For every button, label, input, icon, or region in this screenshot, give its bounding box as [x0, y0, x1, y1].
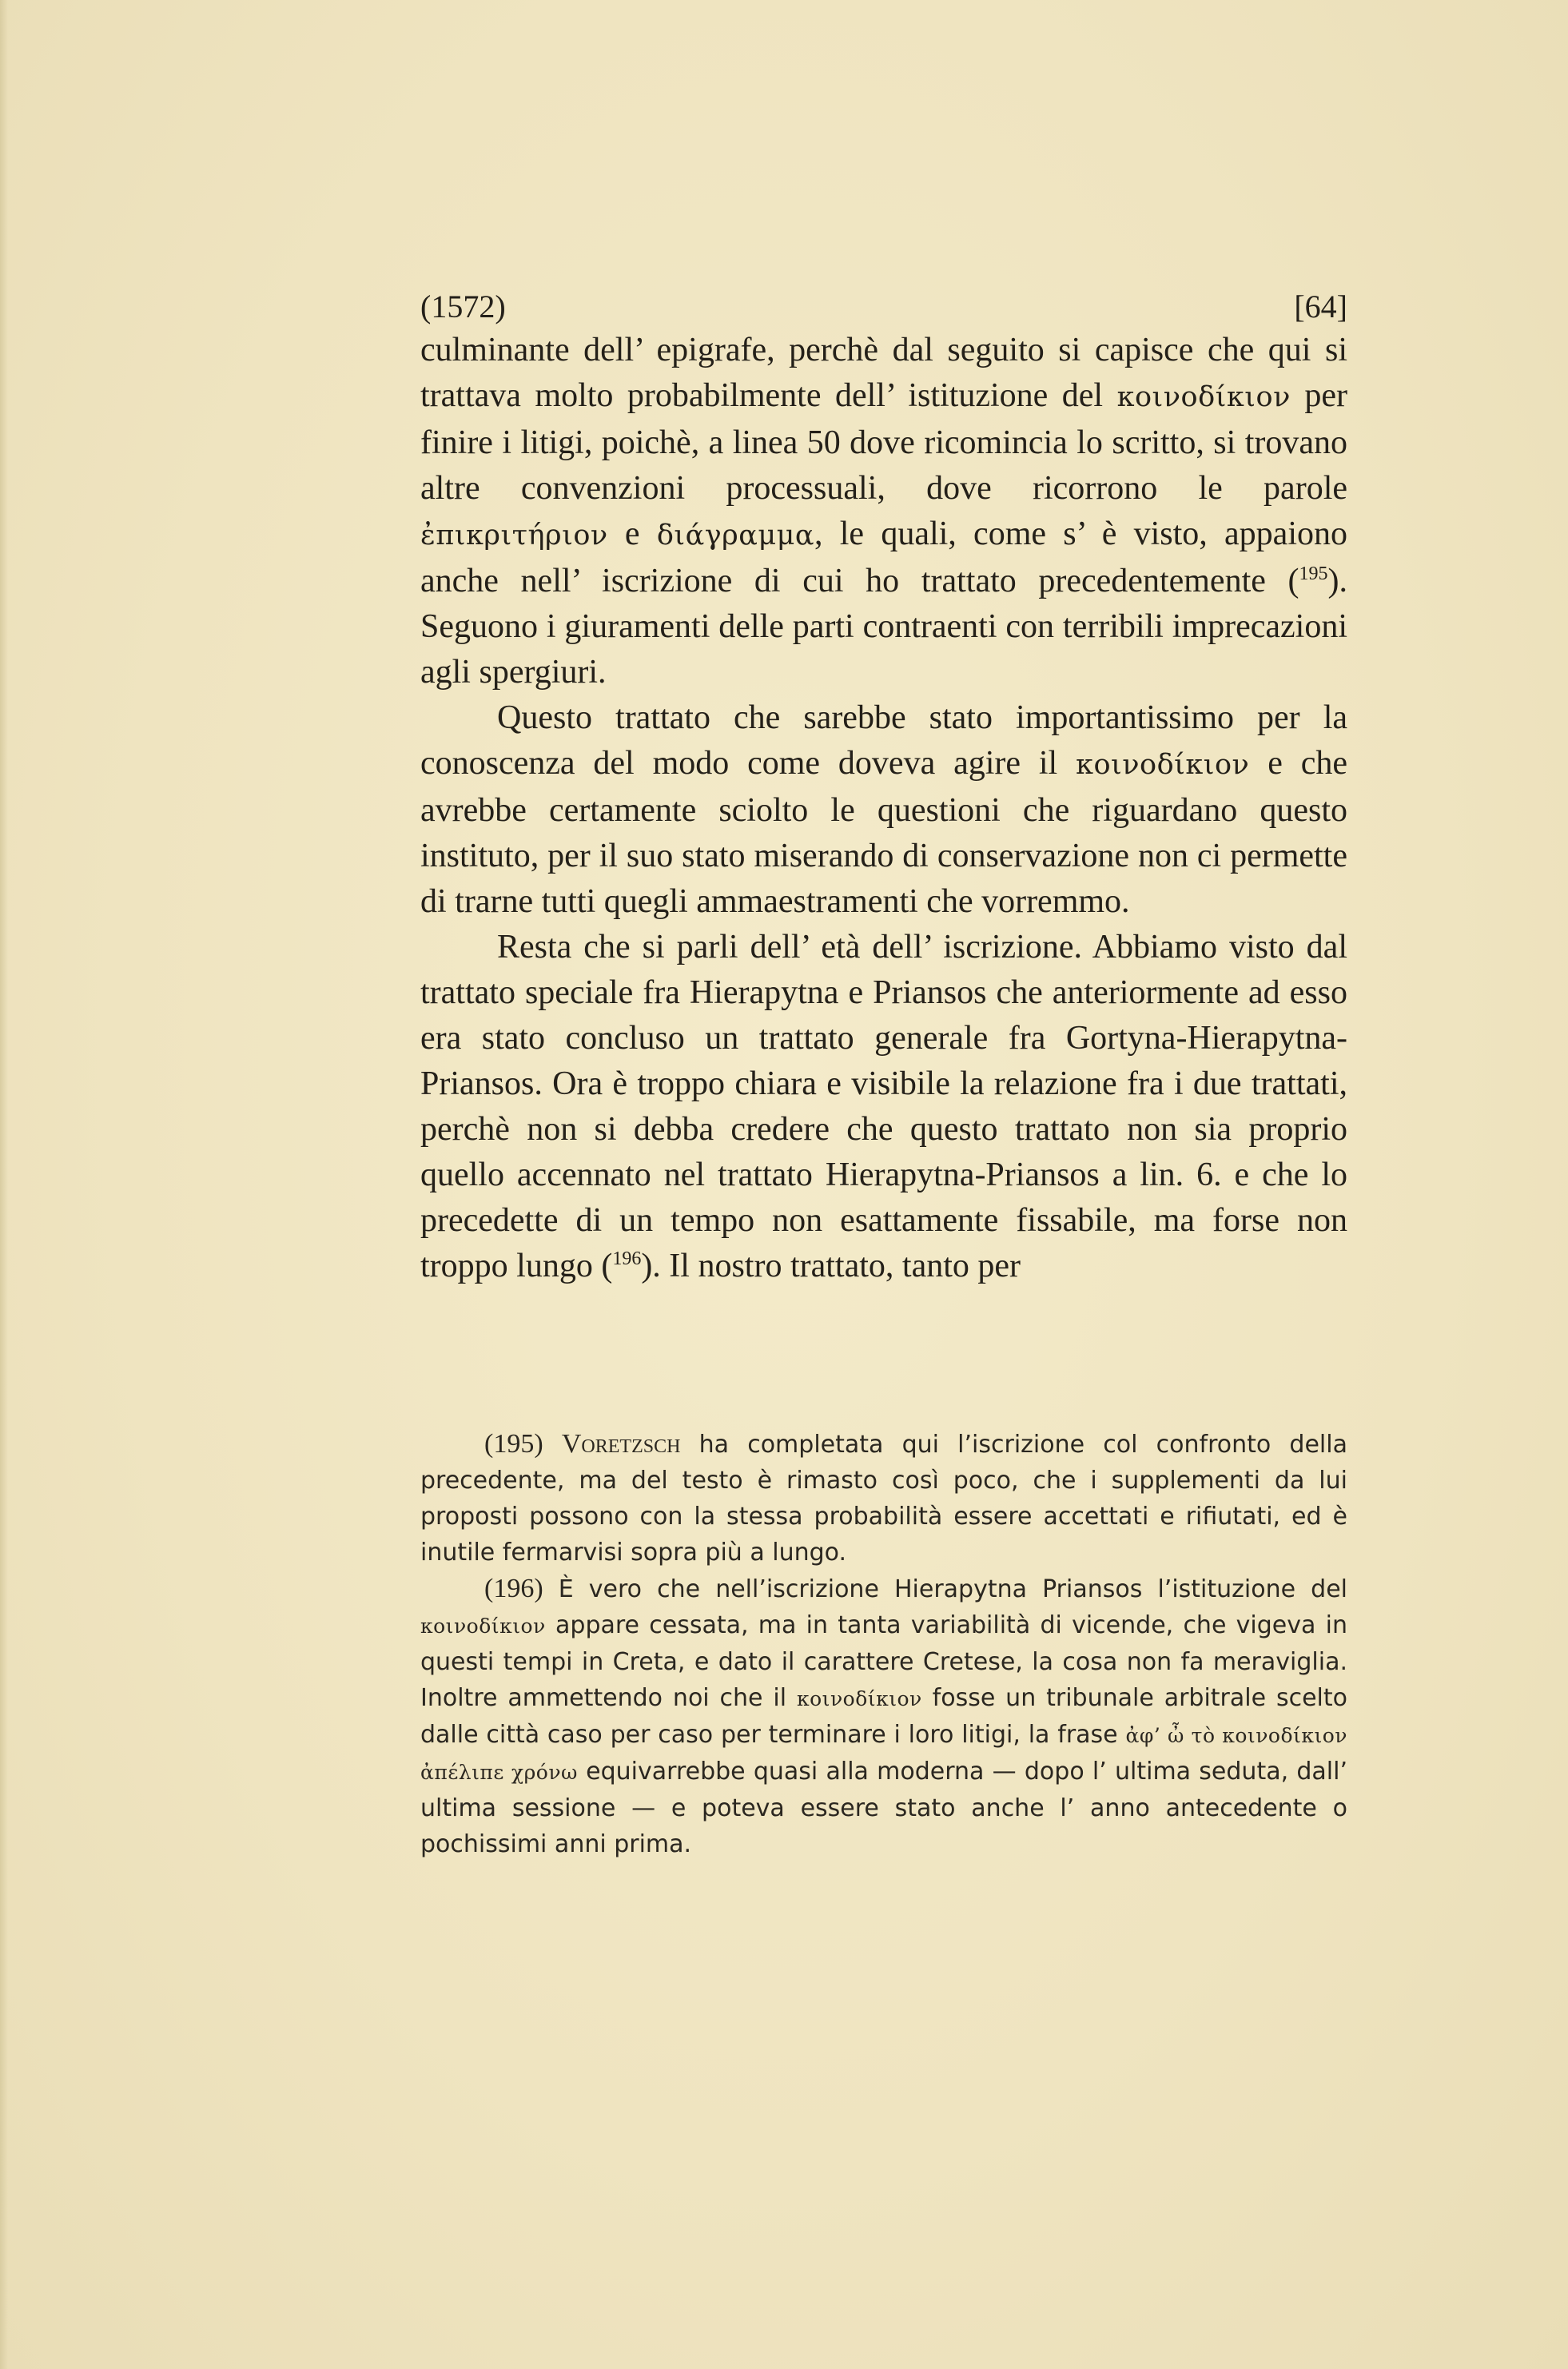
paragraph-2 [420, 695, 1347, 925]
footnote-author: Voretzsch [561, 1429, 681, 1459]
footnotes [420, 1426, 1347, 1862]
paragraph-1 [420, 328, 1347, 695]
greek-term: κοινοδίκιον [1076, 749, 1250, 781]
text-span: ). Seguono i giuramenti delle parti contraenti con terribili imprecazioni agli spergiuri. [420, 563, 1347, 691]
page-edge-shadow [0, 0, 8, 2369]
page-number-left: (1572) [420, 289, 506, 324]
greek-term: κοινοδίκιον [420, 1615, 546, 1638]
text-span: Resta che si parli dell’ età dell’ iscrizione. Abbiamo visto dal trattato speciale fra Hierapytna e Priansos che anteriormente ad esso era stato concluso un trattato generale fra Gortyna-Hierapytna-Priansos. Ora è troppo chiara e visibile la relazione fra i due trattati, perchè non si debba credere che questo trattato non sia proprio quello accennato nel trattato Hierapytna-Priansos a lin. 6. e che lo precedette di un tempo non esattamente fissabile, ma forse non troppo lungo ( [420, 929, 1347, 1284]
footnote-number: (195) [484, 1429, 543, 1459]
greek-phrase: ἀφ’ ὦ τὸ κοινοδίκιον ἀπέλιπε χρόνω [420, 1724, 1347, 1784]
text-span: , le quali, come s’ è visto, appaiono anche nell’ iscrizione di cui ho trattato precedentemente ( [420, 516, 1347, 599]
text-span: per finire i litigi, poichè, a linea 50 dove ricomincia lo scritto, si trovano altre convenzioni processuali, dove ricorrono le parole [420, 377, 1347, 507]
footnote-text: ha completata qui l’iscrizione col confronto della precedente, ma del testo è rimasto così poco, che i supplementi da lui proposti possono con la stessa probabilità essere accettati e rifiutati, ed è inutile fermarvisi sopra più a lungo. [420, 1431, 1347, 1567]
footnote-text: appare cessata, ma in tanta variabilità di vicende, che vigeva in questi tempi in Creta, e dato il carattere Cretese, la cosa non fa meraviglia. Inoltre ammettendo noi che il [420, 1611, 1347, 1712]
footnote-195 [420, 1426, 1347, 1571]
page-number-right: [64] [1294, 289, 1347, 324]
footnote-text: fosse un tribunale arbitrale scelto dalle città caso per caso per terminare i loro litigi, la frase [420, 1684, 1347, 1749]
footnote-ref-195: 195 [1299, 563, 1328, 584]
footnote-number: (196) [484, 1574, 543, 1603]
main-text [420, 328, 1347, 1289]
text-span: e che avrebbe certamente sciolto le questioni che riguardano questo instituto, per il suo stato miserando di conservazione non ci permette di trarne tutti quegli ammaestramenti che vorremmo. [420, 745, 1347, 920]
text-span: Questo trattato che sarebbe stato importantissimo per la conoscenza del modo come doveva agire il [420, 699, 1347, 782]
footnote-text: È vero che nell’iscrizione Hierapytna Priansos l’istituzione del [543, 1575, 1347, 1603]
text-span: e [607, 516, 657, 552]
text-span: ). Il nostro trattato, tanto per [641, 1248, 1021, 1284]
text-span: culminante dell’ epigrafe, perchè dal seguito si capisce che qui si trattava molto probabilmente dell’ istituzione del [420, 332, 1347, 414]
footnote-196 [420, 1571, 1347, 1862]
greek-term: διάγραμμα [656, 520, 815, 551]
footnote-ref-196: 196 [612, 1248, 642, 1269]
greek-term: κοινοδίκιον [1116, 381, 1291, 413]
paragraph-3 [420, 925, 1347, 1289]
footnote-text: equivarrebbe quasi alla moderna — dopo l’ ultima seduta, dall’ ultima sessione — e poteva essere stato anche l’ anno antecedente o pochissimi anni prima. [420, 1758, 1347, 1858]
greek-term: ἐπικριτήριον [420, 520, 608, 551]
greek-term: κοινοδίκιον [796, 1687, 922, 1710]
